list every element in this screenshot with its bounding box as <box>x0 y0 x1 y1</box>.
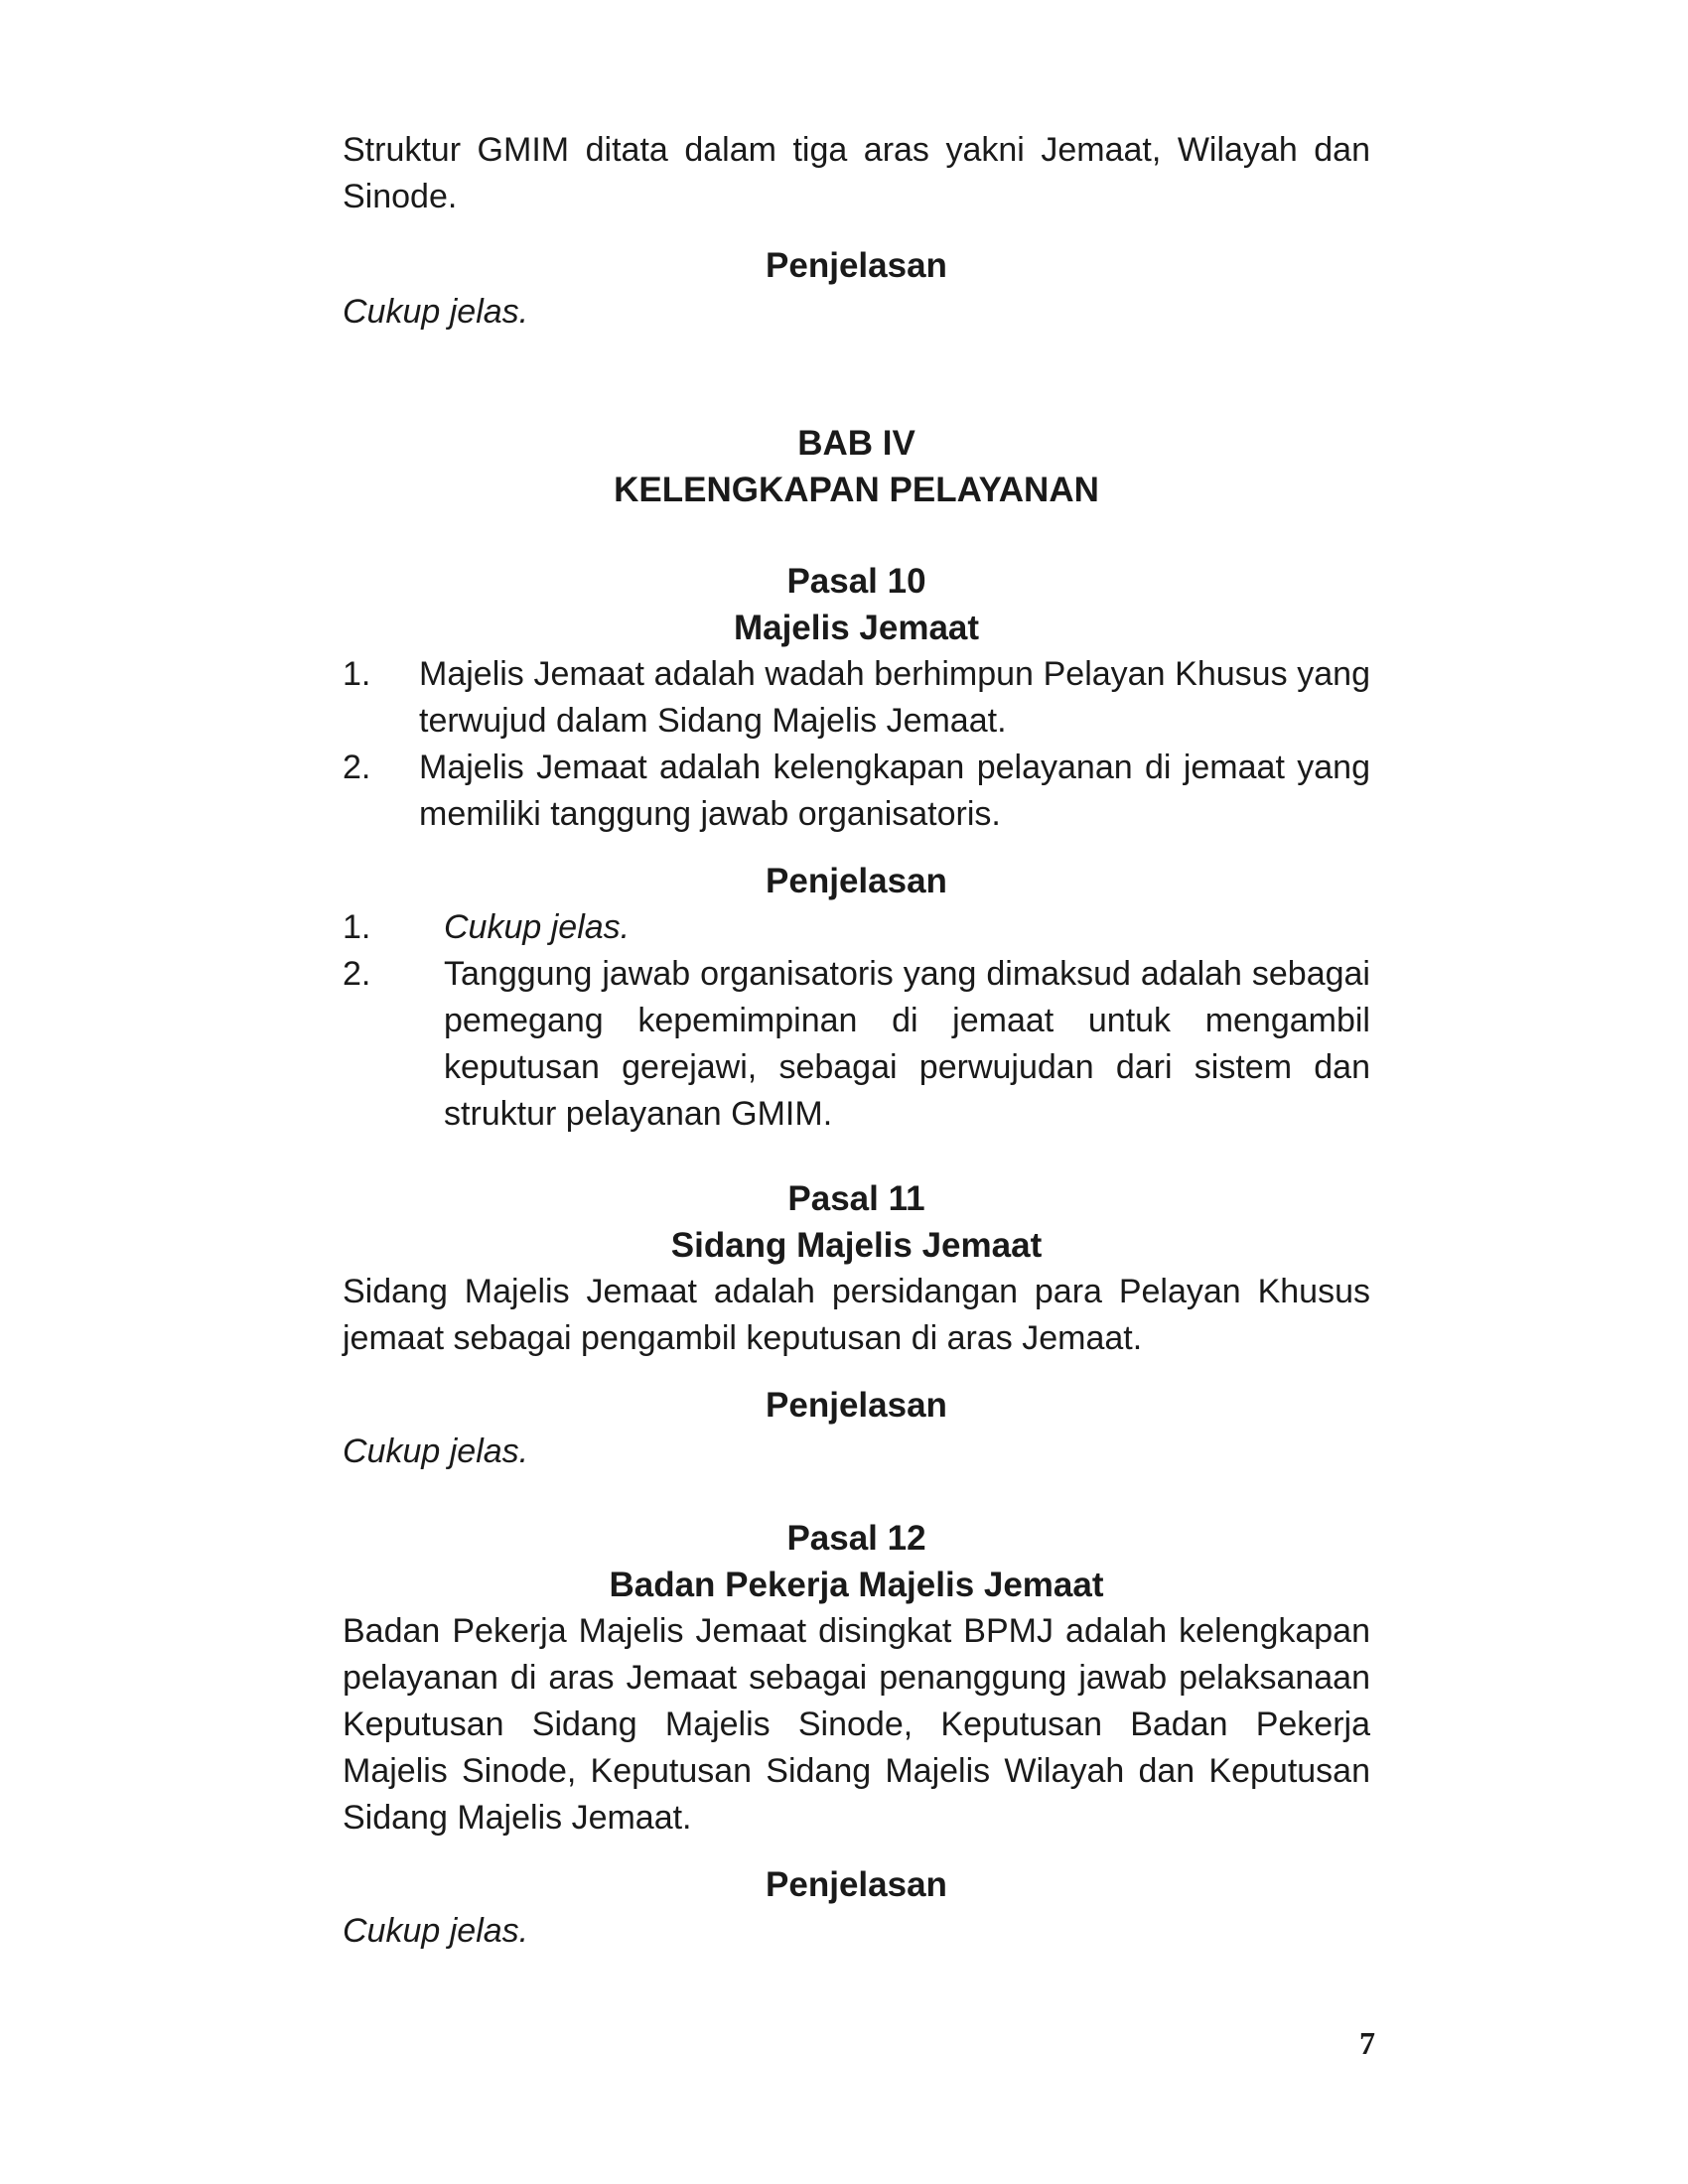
chapter-title: KELENGKAPAN PELAYANAN <box>614 471 1099 509</box>
pasal-11-explanation-text: Cukup jelas. <box>343 1433 529 1470</box>
pasal-10-explanation-list <box>343 904 1370 1138</box>
pasal-12-explanation-heading: Penjelasan <box>766 1865 947 1904</box>
pasal-11-explanation-heading: Penjelasan <box>766 1386 947 1425</box>
intro-paragraph: Struktur GMIM ditata dalam tiga aras yakni Jemaat, Wilayah dan Sinode. <box>343 131 1370 215</box>
list-item-text: Majelis Jemaat adalah kelengkapan pelayanan di jemaat yang memiliki tanggung jawab organisatoris. <box>419 749 1370 833</box>
list-item <box>343 951 1370 1138</box>
pasal-12-text: Badan Pekerja Majelis Jemaat disingkat BPMJ adalah kelengkapan pelayanan di aras Jemaat sebagai penanggung jawab pelaksanaan Keputusan Sidang Majelis Sinode, Keputusan Badan Pekerja Majelis Sinode, Keputusan Sidang Majelis Wilayah dan Keputusan Sidang Majelis Jemaat. <box>343 1612 1370 1837</box>
chapter-number: BAB IV <box>797 424 915 463</box>
pasal-10-number: Pasal 10 <box>786 562 926 601</box>
pasal-12-explanation-text: Cukup jelas. <box>343 1912 529 1950</box>
pasal-11-number: Pasal 11 <box>787 1179 925 1218</box>
pasal-11-title: Sidang Majelis Jemaat <box>670 1226 1043 1265</box>
list-item-number: 1. <box>343 655 371 693</box>
page-number: 7 <box>1359 2025 1375 2061</box>
pasal-10-title: Majelis Jemaat <box>733 609 980 647</box>
list-item <box>343 904 1370 951</box>
intro-explanation-heading: Penjelasan <box>766 246 947 285</box>
list-item-text: Tanggung jawab organisatoris yang dimaksud adalah sebagai pemegang kepemimpinan di jemaat untuk mengambil keputusan gerejawi, sebagai perwujudan dari sistem dan struktur pelayanan GMIM. <box>444 955 1370 1133</box>
pasal-11-text: Sidang Majelis Jemaat adalah persidangan para Pelayan Khusus jemaat sebagai pengambil keputusan di aras Jemaat. <box>343 1273 1370 1357</box>
list-item-number: 2. <box>343 955 371 993</box>
intro-explanation-text: Cukup jelas. <box>343 293 529 331</box>
list-item <box>343 745 1370 838</box>
list-item-text: Cukup jelas. <box>444 908 631 946</box>
list-item-number: 2. <box>343 749 371 786</box>
pasal-10-list <box>343 651 1370 838</box>
list-item <box>343 651 1370 745</box>
pasal-12-title: Badan Pekerja Majelis Jemaat <box>609 1566 1104 1604</box>
list-item-number: 1. <box>343 908 371 946</box>
pasal-12-number: Pasal 12 <box>786 1519 926 1558</box>
pasal-10-explanation-heading: Penjelasan <box>766 862 947 900</box>
document-page <box>343 127 1370 2073</box>
list-item-text: Majelis Jemaat adalah wadah berhimpun Pelayan Khusus yang terwujud dalam Sidang Majelis Jemaat. <box>419 655 1370 740</box>
